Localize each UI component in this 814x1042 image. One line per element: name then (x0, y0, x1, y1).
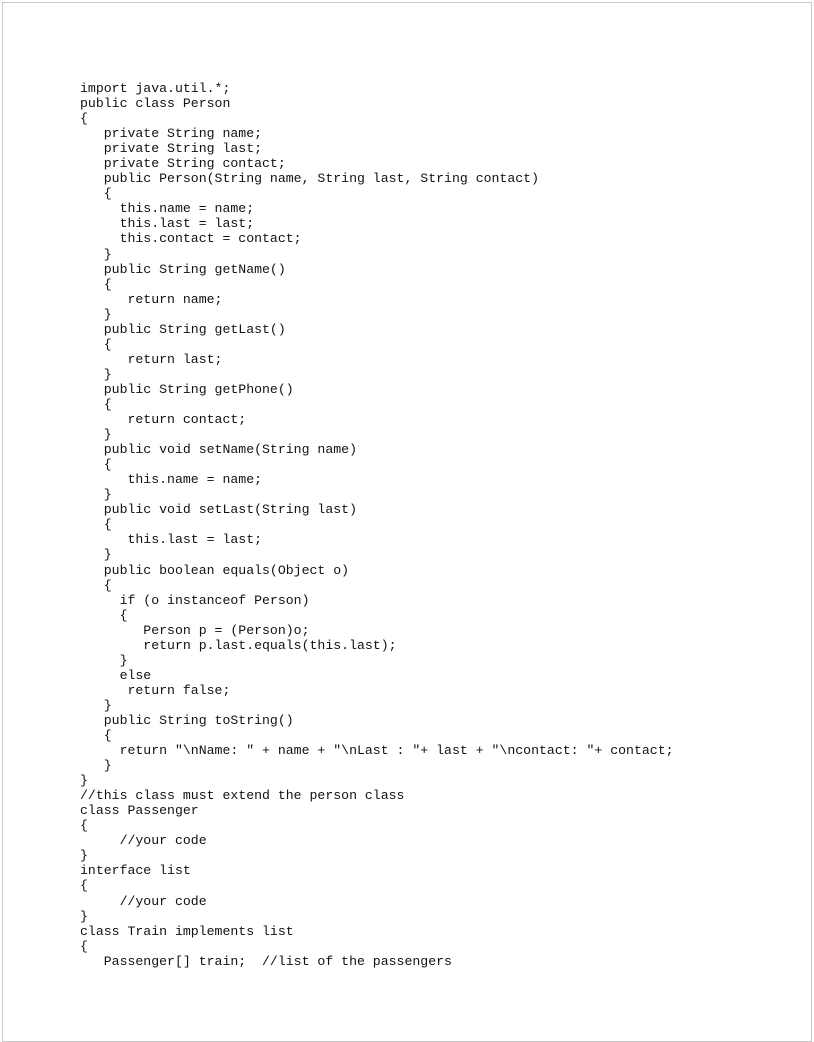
code-line: Person p = (Person)o; (80, 622, 310, 638)
code-line: public String getName() (80, 261, 286, 277)
code-line: return "\nName: " + name + "\nLast : "+ last + "\ncontact: "+ contact; (80, 743, 674, 759)
code-line: } (80, 697, 112, 713)
code-line: { (80, 577, 112, 593)
code-line: this.contact = contact; (80, 231, 302, 247)
code-line: else (80, 667, 152, 683)
code-line: Passenger[] train; //list of the passengers (80, 953, 452, 969)
code-line: { (80, 607, 128, 623)
code-line: private String contact; (80, 156, 286, 172)
code-line: public void setLast(String last) (80, 502, 357, 518)
code-line: public boolean equals(Object o) (80, 562, 350, 578)
code-line: { (80, 818, 88, 834)
code-line: return last; (80, 351, 223, 367)
code-line: this.name = name; (80, 201, 255, 217)
code-line: } (80, 487, 112, 503)
code-line: class Passenger (80, 803, 199, 819)
code-line: class Train implements list (80, 923, 294, 939)
code-line: return contact; (80, 412, 247, 428)
code-line: public String toString() (80, 712, 294, 728)
document-page (2, 2, 812, 1042)
code-line: return name; (80, 291, 223, 307)
code-line: private String last; (80, 141, 263, 157)
code-line: this.last = last; (80, 532, 263, 548)
code-line: { (80, 517, 112, 533)
code-line: } (80, 306, 112, 322)
code-line: this.last = last; (80, 216, 255, 232)
code-line: } (80, 848, 88, 864)
code-listing (80, 81, 674, 969)
code-line: { (80, 336, 112, 352)
code-line: if (o instanceof Person) (80, 592, 310, 608)
code-line: } (80, 427, 112, 443)
code-line: } (80, 547, 112, 563)
code-line: { (80, 396, 112, 412)
code-line: return false; (80, 682, 231, 698)
code-line: } (80, 246, 112, 262)
code-line: } (80, 366, 112, 382)
code-line: private String name; (80, 126, 263, 142)
code-line: } (80, 758, 112, 774)
code-line: { (80, 111, 88, 127)
code-line: public String getPhone() (80, 381, 294, 397)
code-line: { (80, 276, 112, 292)
code-line: return p.last.equals(this.last); (80, 637, 397, 653)
code-line: public class Person (80, 96, 231, 112)
code-line: interface list (80, 863, 191, 879)
code-line: public String getLast() (80, 321, 286, 337)
code-line: { (80, 457, 112, 473)
code-line: } (80, 773, 88, 789)
code-line: public void setName(String name) (80, 442, 357, 458)
code-line: { (80, 728, 112, 744)
code-line: { (80, 878, 88, 894)
code-line: //this class must extend the person class (80, 788, 405, 804)
code-line: //your code (80, 833, 207, 849)
code-line: { (80, 938, 88, 954)
code-line: } (80, 652, 128, 668)
code-line: public Person(String name, String last, String contact) (80, 171, 539, 187)
code-line: } (80, 908, 88, 924)
code-line: this.name = name; (80, 472, 263, 488)
code-line: { (80, 186, 112, 202)
code-line: //your code (80, 893, 207, 909)
code-line: import java.util.*; (80, 81, 231, 96)
